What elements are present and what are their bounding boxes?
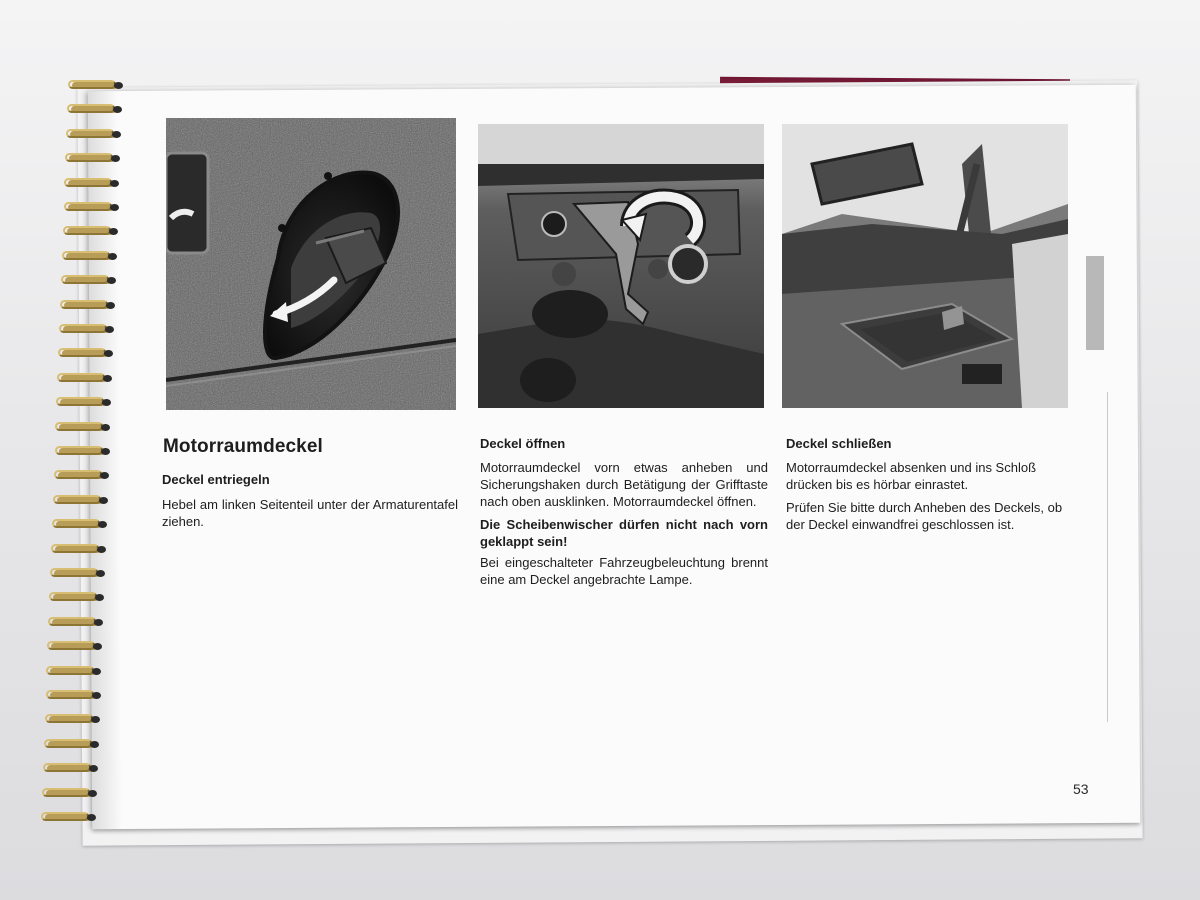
paragraph-close: Motorraumdeckel absenken und ins Schloß drücken bis es hörbar einrastet. bbox=[786, 460, 1037, 492]
column-close bbox=[782, 436, 1074, 539]
spiral-binding bbox=[38, 80, 108, 840]
subheading-open: Deckel öffnen bbox=[480, 436, 566, 451]
spiral-coil bbox=[49, 446, 111, 457]
spiral-coil bbox=[50, 397, 112, 408]
spiral-coil bbox=[45, 544, 107, 555]
spiral-coil bbox=[58, 202, 120, 213]
paragraph-open: Motorraumdeckel vorn etwas anheben und Sicherungshaken durch Betätigung der Grifftaste nach oben ausklinken. Motorraumdeckel öffnen. bbox=[480, 460, 768, 509]
spiral-coil bbox=[62, 80, 124, 91]
spiral-coil bbox=[37, 763, 99, 774]
spiral-coil bbox=[40, 690, 102, 701]
spiral-coil bbox=[60, 129, 122, 140]
section-title: Motorraumdeckel bbox=[163, 436, 323, 457]
section-tab-marker bbox=[1086, 256, 1104, 350]
spiral-coil bbox=[35, 812, 97, 823]
spiral-coil bbox=[43, 592, 105, 603]
spiral-coil bbox=[39, 714, 101, 725]
subheading-unlock: Deckel entriegeln bbox=[162, 472, 270, 487]
spiral-coil bbox=[48, 470, 110, 481]
paragraph-check: Prüfen Sie bitte durch Anheben des Deckels, ob der Deckel einwandfrei geschlossen ist. bbox=[786, 500, 1063, 532]
spiral-coil bbox=[53, 324, 115, 335]
column-open bbox=[476, 436, 768, 594]
spiral-coil bbox=[36, 788, 98, 799]
spiral-coil bbox=[46, 519, 108, 530]
paragraph-unlock: Hebel am linken Seitenteil unter der Armaturentafel ziehen. bbox=[162, 497, 458, 529]
spiral-coil bbox=[38, 739, 100, 750]
spiral-coil bbox=[42, 617, 104, 628]
photo-hood-release-lever bbox=[166, 118, 456, 410]
spiral-coil bbox=[41, 641, 103, 652]
spiral-coil bbox=[44, 568, 106, 579]
paragraph-lamp: Bei eingeschalteter Fahrzeugbeleuchtung brennt eine am Deckel angebrachte Lampe. bbox=[480, 555, 768, 587]
spiral-coil bbox=[59, 153, 121, 164]
warning-wipers: Die Scheibenwischer dürfen nicht nach vorn geklappt sein! bbox=[480, 517, 768, 549]
photo-safety-hook bbox=[478, 124, 764, 408]
spiral-coil bbox=[58, 178, 120, 189]
page-number: 53 bbox=[1073, 781, 1089, 797]
spiral-coil bbox=[55, 275, 117, 286]
spiral-coil bbox=[57, 226, 119, 237]
spiral-coil bbox=[49, 422, 111, 433]
spiral-coil bbox=[47, 495, 109, 506]
page-edge-line bbox=[1107, 392, 1108, 722]
spiral-coil bbox=[56, 251, 118, 262]
spiral-coil bbox=[54, 300, 116, 311]
subheading-close: Deckel schließen bbox=[786, 436, 892, 451]
spiral-coil bbox=[61, 104, 123, 115]
column-unlock bbox=[158, 436, 458, 536]
spiral-coil bbox=[52, 348, 114, 359]
photo-engine-compartment bbox=[782, 124, 1068, 408]
spiral-coil bbox=[51, 373, 113, 384]
spiral-coil bbox=[40, 666, 102, 677]
